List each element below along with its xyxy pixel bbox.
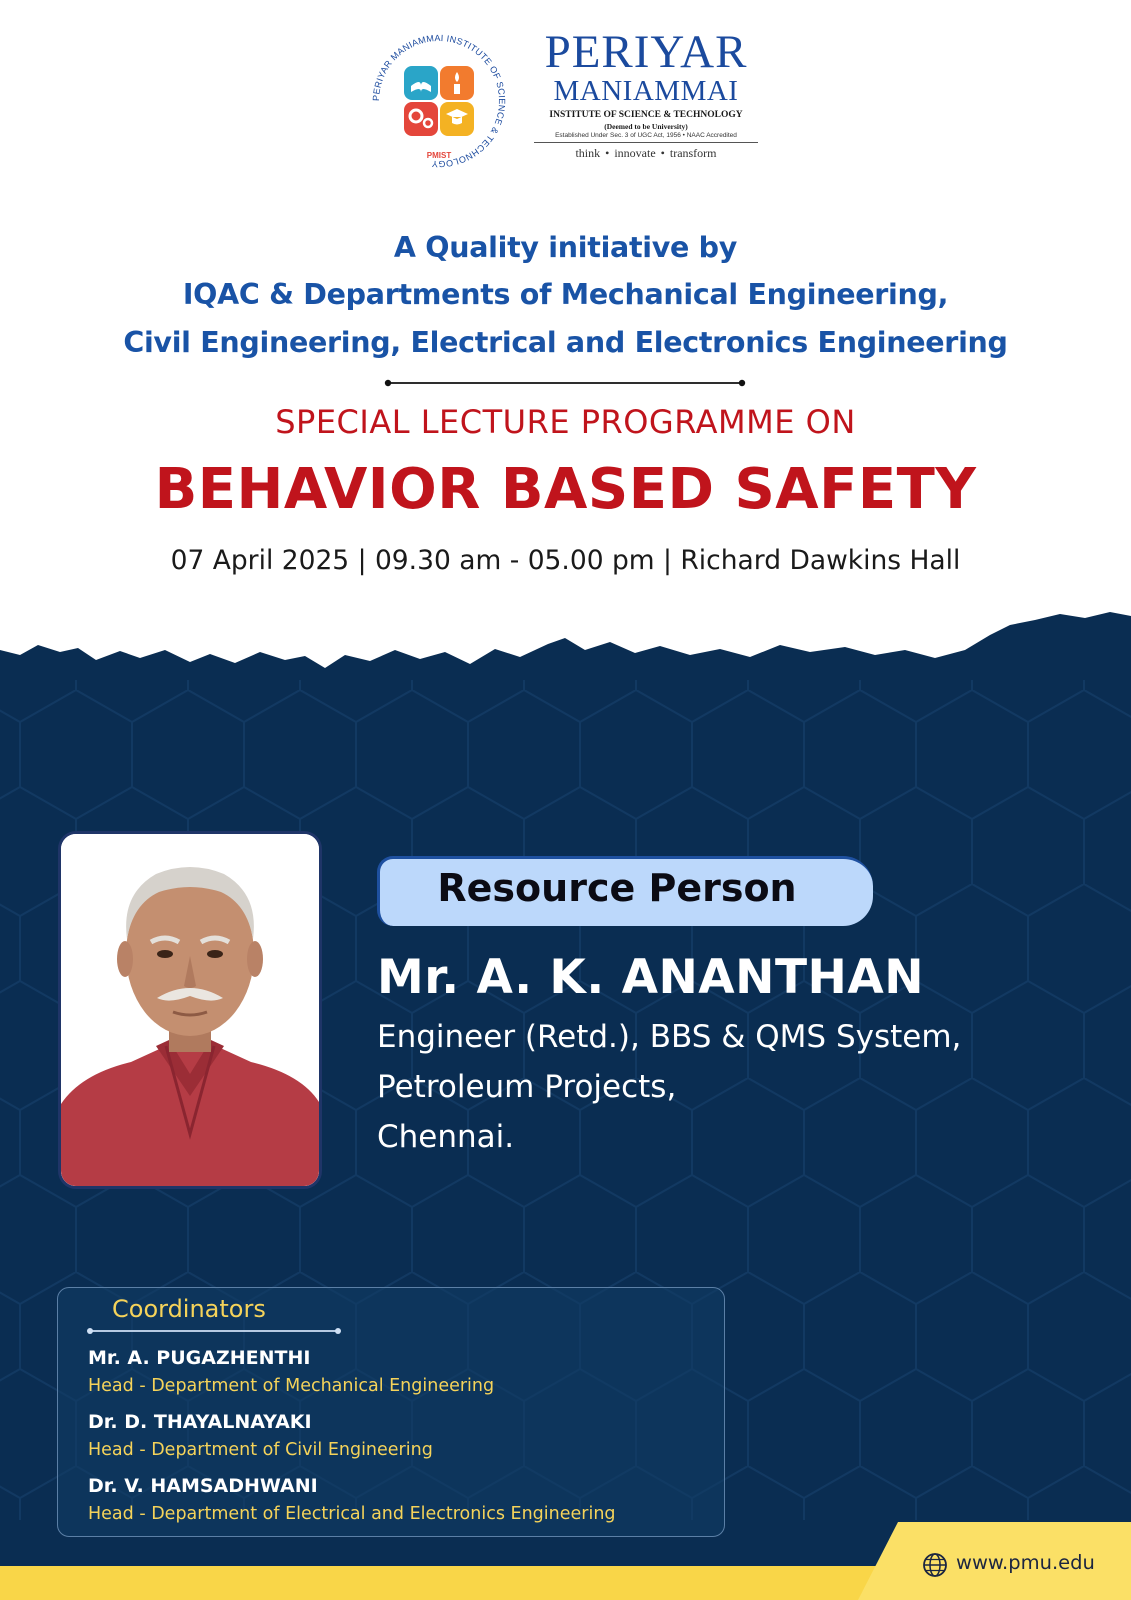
resource-person-name: Mr. A. K. ANANTHAN: [377, 950, 925, 1005]
initiative-line-3: Civil Engineering, Electrical and Electronics Engineering: [123, 326, 1008, 359]
coordinators-divider: [86, 1327, 342, 1335]
brand-line-maniammai: MANIAMMAI: [553, 75, 739, 107]
resource-person-city: Chennai.: [377, 1119, 515, 1155]
coordinator-name: Dr. V. HAMSADHWANI: [88, 1475, 318, 1497]
brand-line-institute: INSTITUTE OF SCIENCE & TECHNOLOGY: [549, 110, 743, 120]
resource-person-badge-label: Resource Person: [437, 866, 797, 910]
coordinator-role: Head - Department of Mechanical Engineering: [88, 1376, 495, 1396]
initiative-line-2: IQAC & Departments of Mechanical Engineering,: [182, 278, 949, 311]
institute-emblem-logo: [366, 28, 512, 174]
resource-person-photo: [58, 831, 322, 1189]
institute-wordmark: [534, 28, 758, 161]
resource-person-organization: Petroleum Projects,: [377, 1069, 677, 1105]
svg-text:PMIST: PMIST: [426, 151, 452, 160]
coordinators-title: Coordinators: [112, 1295, 266, 1323]
coordinator-name: Mr. A. PUGAZHENTHI: [88, 1347, 311, 1369]
title-divider: [384, 379, 746, 387]
portrait-illustration: [61, 834, 319, 1186]
brand-tagline: think • innovate • transform: [575, 146, 717, 160]
svg-text:PERIYAR MANIAMMAI INSTITUTE OF: PERIYAR MANIAMMAI INSTITUTE OF SCIENCE & TECHNOLOGY: [370, 32, 508, 170]
globe-icon: [922, 1552, 948, 1578]
event-title: BEHAVIOR BASED SAFETY: [154, 457, 977, 522]
coordinator-name: Dr. D. THAYALNAYAKI: [88, 1411, 312, 1433]
coordinator-role: Head - Department of Electrical and Electronics Engineering: [88, 1504, 616, 1524]
brand-line-established: Established Under Sec. 3 of UGC Act, 1956 • NAAC Accredited: [534, 132, 758, 143]
website-link[interactable]: www.pmu.edu: [956, 1551, 1095, 1574]
resource-person-designation: Engineer (Retd.), BBS & QMS System,: [377, 1019, 962, 1055]
event-details: 07 April 2025 | 09.30 am - 05.00 pm | Richard Dawkins Hall: [170, 545, 961, 576]
brand-line-deemed: (Deemed to be University): [604, 122, 688, 131]
event-kicker: SPECIAL LECTURE PROGRAMME ON: [275, 403, 856, 441]
initiative-line-1: A Quality initiative by: [393, 231, 738, 264]
coordinator-role: Head - Department of Civil Engineering: [88, 1440, 433, 1460]
brand-line-periyar: PERIYAR: [544, 26, 748, 78]
